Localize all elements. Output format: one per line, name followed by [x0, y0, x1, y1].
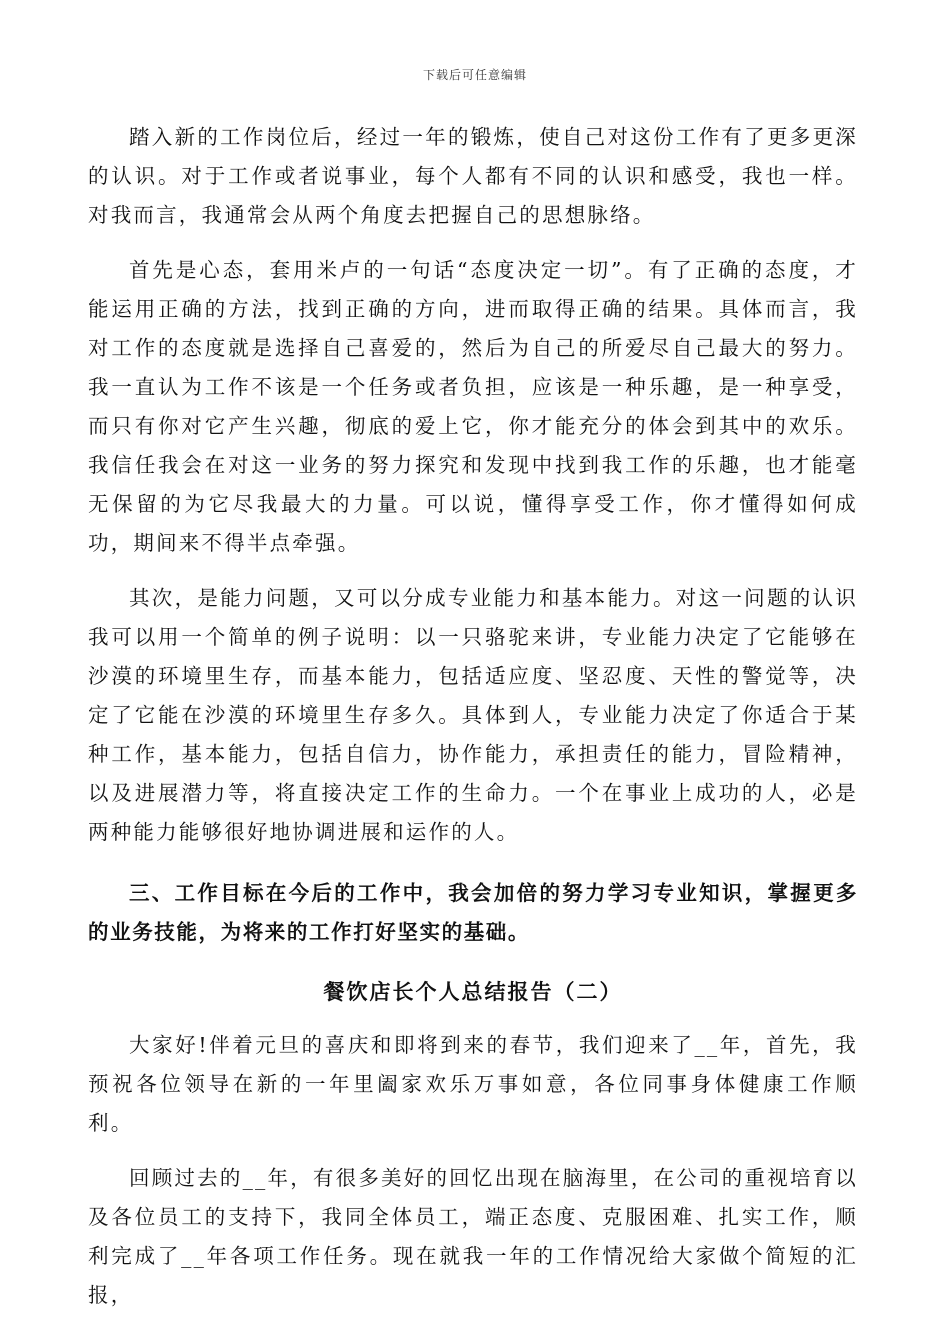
document-body	[88, 118, 858, 1315]
section-title: 餐饮店长个人总结报告（二）	[323, 979, 623, 1004]
paragraph-review: 回顾过去的__年，有很多美好的回忆出现在脑海里，在公司的重视培育以及各位员工的支持下，我同全体员工，端正态度、克服困难、扎实工作，顺利完成了__年各项工作任务。现在就我一年的工作情况给大家做个简短的汇报，	[88, 1166, 858, 1307]
paragraph-attitude: 首先是心态，套用米卢的一句话“态度决定一切”。有了正确的态度，才能运用正确的方法，找到正确的方向，进而取得正确的结果。具体而言，我对工作的态度就是选择自己喜爱的，然后为自己的所爱尽自己最大的努力。我一直认为工作不该是一个任务或者负担，应该是一种乐趣，是一种享受，而只有你对它产生兴趣，彻底的爱上它，你才能充分的体会到其中的欢乐。我信任我会在对这一业务的努力探究和发现中找到我工作的乐趣，也才能毫无保留的为它尽我最大的力量。可以说，懂得享受工作，你才懂得如何成功，期间来不得半点牵强。	[88, 258, 858, 555]
paragraph-greeting: 大家好!伴着元旦的喜庆和即将到来的春节，我们迎来了__年，首先，我预祝各位领导在新的一年里阖家欢乐万事如意，各位同事身体健康工作顺利。	[88, 1033, 858, 1135]
header-note: 下载后可任意编辑	[422, 68, 527, 82]
paragraph-work-goals: 三、工作目标在今后的工作中，我会加倍的努力学习专业知识，掌握更多的业务技能，为将来的工作打好坚实的基础。	[88, 881, 858, 944]
paragraph-ability: 其次，是能力问题，又可以分成专业能力和基本能力。对这一问题的认识我可以用一个简单的例子说明：以一只骆驼来讲，专业能力决定了它能够在沙漠的环境里生存，而基本能力，包括适应度、坚忍度、天性的警觉等，决定了它能在沙漠的环境里生存多久。具体到人，专业能力决定了你适合于某种工作，基本能力，包括自信力，协作能力，承担责任的能力，冒险精神，以及进展潜力等，将直接决定工作的生命力。一个在事业上成功的人，必是两种能力能够很好地协调进展和运作的人。	[88, 586, 858, 844]
paragraph-intro: 踏入新的工作岗位后，经过一年的锻炼，使自己对这份工作有了更多更深的认识。对于工作或者说事业，每个人都有不同的认识和感受，我也一样。对我而言，我通常会从两个角度去把握自己的思想脉络。	[88, 125, 858, 227]
